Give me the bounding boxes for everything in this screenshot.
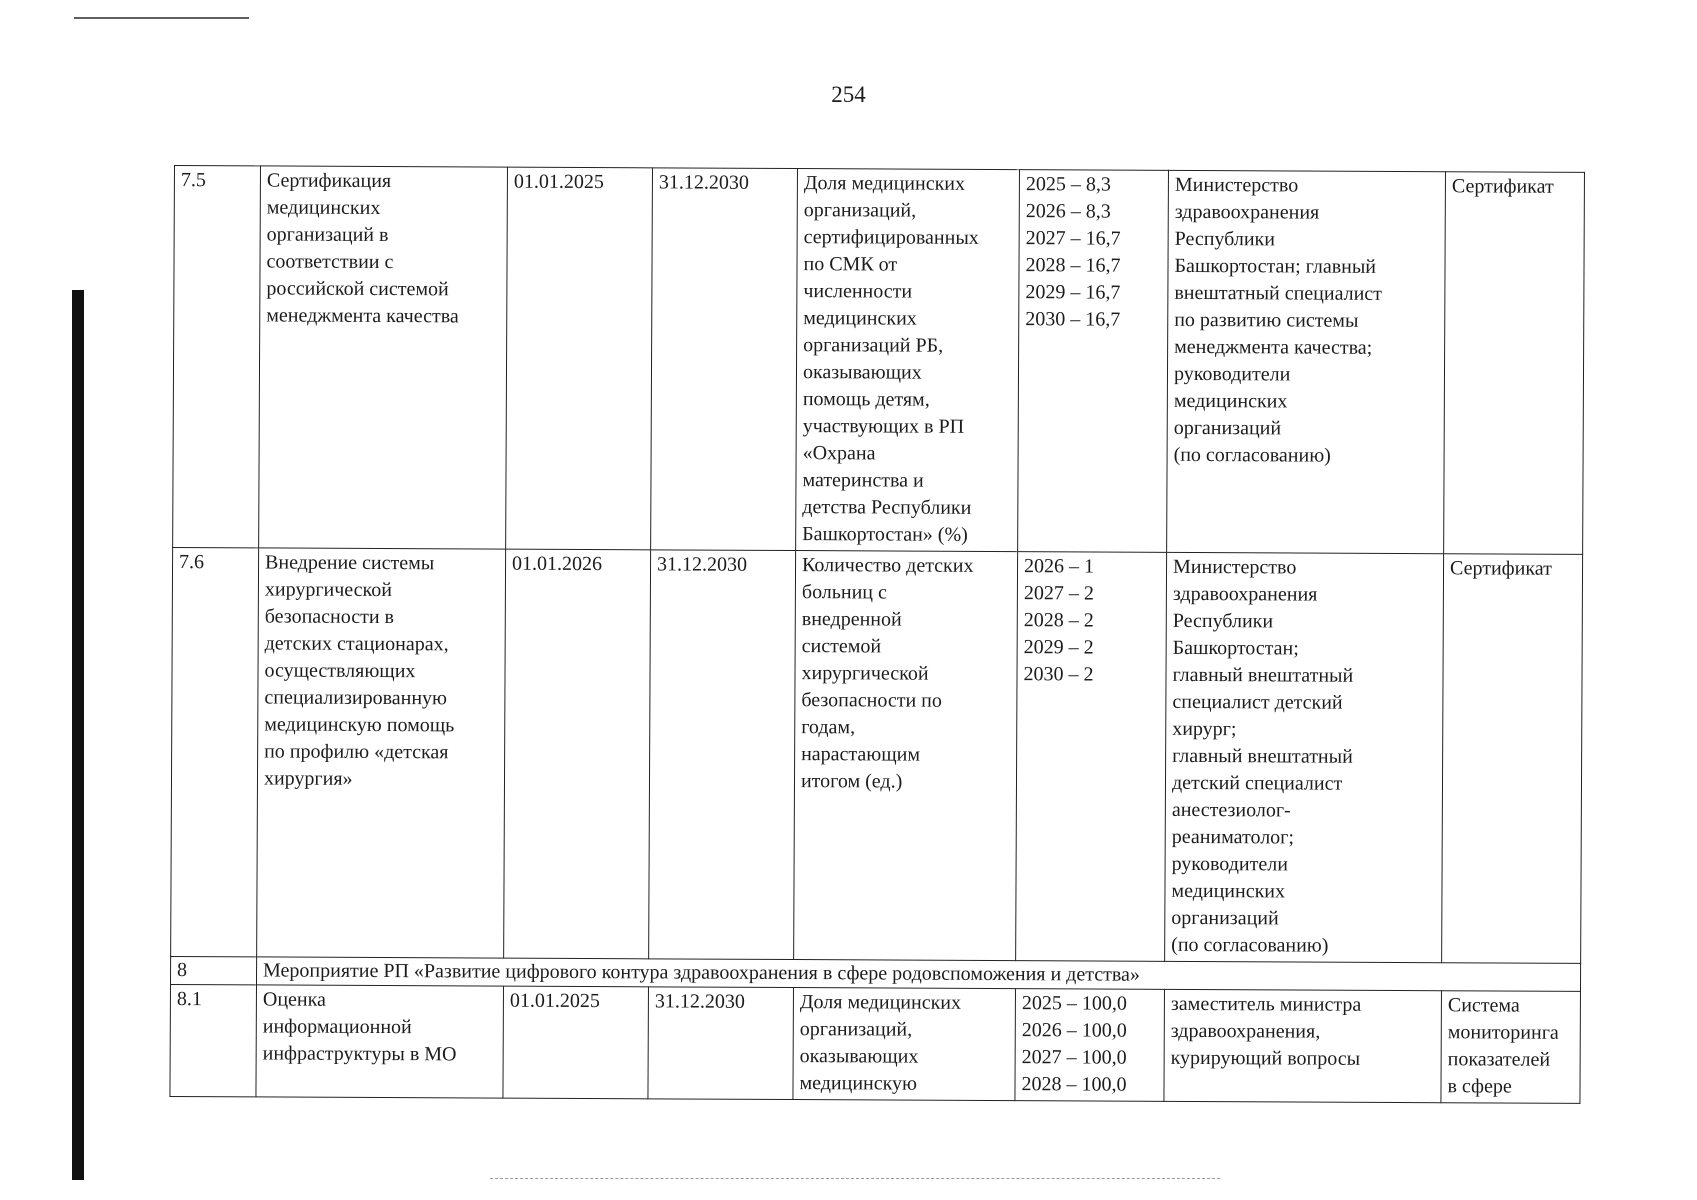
cell-responsible: Министерство здравоохранения Республики Башкортостан; главный внештатный специалист детский хирург; главный внештатный детский специалист анестезиолог- реаниматолог; руководители медицинских организаций (по согласованию) [1165, 552, 1444, 962]
cell-activity-name: Сертификация медицинских организаций в соответствии с российской системой менеджмента качества [259, 166, 508, 549]
cell-indicator: Доля медицинских организаций, сертифицированных по СМК от численности медицинских организаций РБ, оказывающих помощь детям, участвующих в РП «Охрана материнства и детства Республики Башкортостан» (%) [796, 169, 1020, 552]
cell-target-values: 2025 – 8,3 2026 – 8,3 2027 – 16,7 2028 – 16,7 2029 – 16,7 2030 – 16,7 [1018, 170, 1169, 553]
cell-start-date: 01.01.2025 [506, 167, 653, 550]
table-row [173, 166, 1585, 555]
cell-result: Сертификат [1442, 554, 1583, 964]
cell-end-date: 31.12.2030 [649, 550, 796, 960]
page-number: 254 [831, 82, 866, 107]
cell-result: Сертификат [1444, 172, 1585, 555]
cell-result: Система мониторинга показателей в сфере [1441, 991, 1581, 1104]
activities-table [169, 165, 1585, 1104]
cell-activity-name: Оценка информационной инфраструктуры в МО [256, 985, 504, 1098]
section-number: 8 [170, 956, 256, 984]
scan-edge-top [74, 17, 249, 19]
cell-number: 7.6 [171, 547, 259, 956]
cell-number: 8.1 [170, 984, 257, 1096]
scan-edge-bottom [490, 1178, 1220, 1179]
cell-end-date: 31.12.2030 [651, 168, 798, 551]
cell-start-date: 01.01.2025 [503, 986, 649, 1099]
cell-indicator: Доля медицинских организаций, оказывающих медицинскую [793, 988, 1016, 1101]
cell-target-values: 2025 – 100,0 2026 – 100,0 2027 – 100,0 2028 – 100,0 [1015, 989, 1165, 1102]
scan-edge-left [72, 290, 84, 1180]
cell-target-values: 2026 – 1 2027 – 2 2028 – 2 2029 – 2 2030 – 2 [1016, 552, 1167, 962]
cell-responsible: Министерство здравоохранения Республики Башкортостан; главный внештатный специалист по развитию системы менеджмента качества; руководители медицинских организаций (по согласованию) [1167, 170, 1446, 553]
table-row [171, 547, 1583, 963]
cell-end-date: 31.12.2030 [648, 987, 794, 1100]
cell-number: 7.5 [173, 166, 261, 548]
cell-start-date: 01.01.2026 [504, 549, 651, 959]
cell-indicator: Количество детских больниц с внедренной системой хирургической безопасности по годам, нарастающим итогом (ед.) [794, 551, 1018, 961]
table-row [170, 984, 1581, 1103]
cell-responsible: заместитель министра здравоохранения, курирующий вопросы [1164, 989, 1442, 1102]
cell-activity-name: Внедрение системы хирургической безопасности в детских стационарах, осуществляющих специализированную медицинскую помощь по профилю «детская хирургия» [257, 548, 506, 958]
section-title: Мероприятие РП «Развитие цифрового контура здравоохранения в сфере родовспоможения и детства» [256, 957, 1580, 991]
